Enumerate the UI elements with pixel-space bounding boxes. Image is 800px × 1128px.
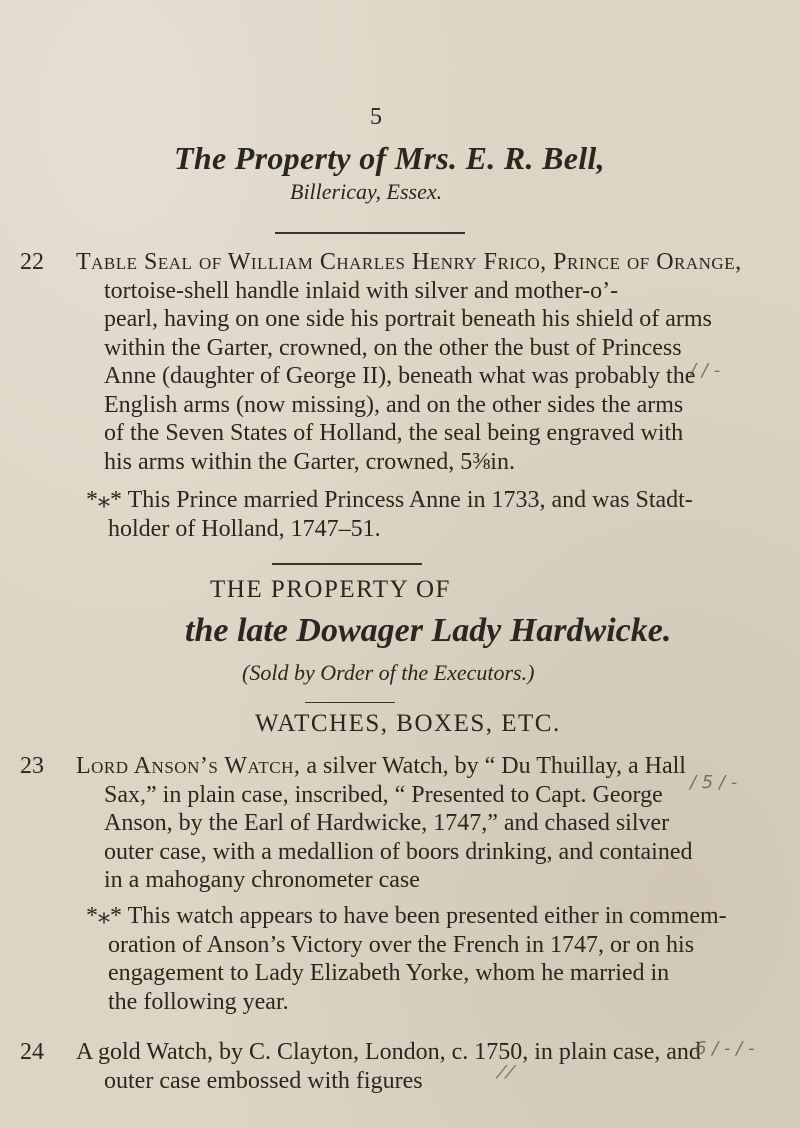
lot-line: outer case embossed with figures — [104, 1067, 423, 1094]
divider — [272, 563, 422, 565]
lot-line: his arms within the Garter, crowned, 5⅜in. — [104, 448, 515, 475]
lot-line: Anne (daughter of George II), beneath what was probably the — [104, 363, 696, 389]
note-line: *⁎* This Prince married Princess Anne in 1733, and was Stadt- — [86, 487, 693, 513]
page-number: 5 — [370, 104, 382, 130]
divider — [275, 232, 465, 234]
category-heading: WATCHES, BOXES, ETC. — [255, 710, 561, 737]
owner-heading-block — [174, 140, 605, 205]
sale-note: (Sold by Order of the Executors.) — [242, 660, 535, 685]
lot-line: Anson, by the Earl of Hardwicke, 1747,” and chased silver — [104, 810, 670, 836]
lot-line: Sax,” in plain case, inscribed, “ Presented to Capt. George — [104, 781, 663, 808]
lot-line: of the Seven States of Holland, the seal being engraved with — [104, 420, 684, 446]
lot-line: A gold Watch, by C. Clayton, London, c. 1750, in plain case, and — [76, 1039, 701, 1065]
lot-line: pearl, having on one side his portrait beneath his shield of arms — [104, 306, 712, 332]
handwritten-annotation: ⁄ ⁄ — [500, 1062, 512, 1083]
lot-number: 23 — [20, 753, 44, 779]
lot-22 — [20, 248, 800, 476]
lot-number: 22 — [20, 249, 44, 275]
divider — [305, 702, 395, 703]
handwritten-annotation: 6 / - / - — [695, 1038, 755, 1059]
lot-title: Lord Anson’s Watch, — [76, 753, 301, 779]
handwritten-annotation: / / - — [690, 360, 721, 381]
note-line: holder of Holland, 1747–51. — [108, 515, 381, 542]
owner-heading: The Property of Mrs. E. R. Bell, — [174, 140, 605, 176]
lot-23 — [20, 752, 800, 895]
owner-location: Billericay, Essex. — [290, 179, 443, 204]
lot-22-note — [86, 486, 766, 543]
lot-line: outer case, with a medallion of boors drinking, and contained — [104, 838, 693, 865]
lot-line: a silver Watch, by “ Du Thuillay, a Hall — [306, 753, 686, 779]
note-line: the following year. — [108, 988, 289, 1015]
lot-line: English arms (now missing), and on the other sides the arms — [104, 391, 684, 418]
note-line: *⁎* This watch appears to have been presented either in commem- — [86, 903, 727, 929]
handwritten-annotation: / 5 / - — [690, 772, 738, 793]
lot-24 — [20, 1038, 800, 1095]
lot-title: Table Seal of William Charles Henry Frico, Prince of Orange, — [76, 249, 742, 275]
section-label: THE PROPERTY OF — [210, 576, 451, 603]
lot-number: 24 — [20, 1039, 44, 1065]
lot-23-note — [86, 902, 766, 1016]
lot-line: tortoise-shell handle inlaid with silver and mother-o’- — [104, 277, 619, 304]
section-name: the late Dowager Lady Hardwicke. — [185, 612, 672, 649]
lot-line: within the Garter, crowned, on the other the bust of Princess — [104, 334, 682, 361]
note-line: oration of Anson’s Victory over the French in 1747, or on his — [108, 931, 695, 958]
lot-line: in a mahogany chronometer case — [104, 867, 420, 893]
note-line: engagement to Lady Elizabeth Yorke, whom he married in — [108, 960, 670, 986]
